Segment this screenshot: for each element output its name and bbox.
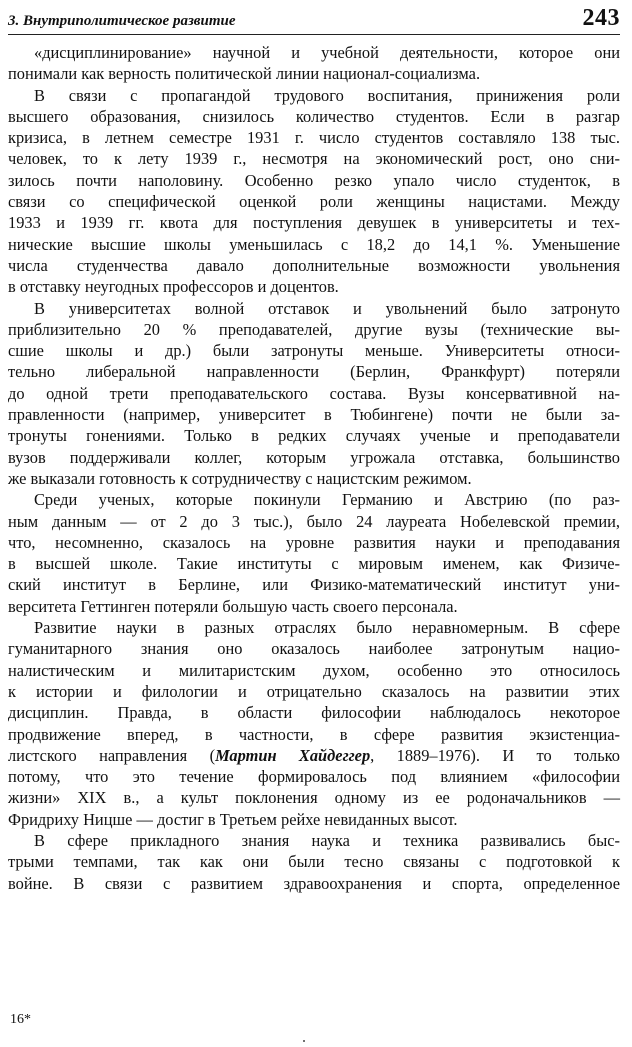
text-line: Развитие науки в разных отраслях было неравномерным. В сфере: [34, 618, 620, 638]
text-line: дисциплин. Правда, в области философии наблюдалось некоторое: [8, 703, 620, 723]
text-line: нические высшие школы уменьшилась с 18,2 до 14,1 %. Уменьшение: [8, 234, 620, 254]
paragraph: [8, 617, 620, 830]
author-name: Мартин Хайдеггер: [215, 745, 371, 765]
text-line: числа студенчества давало дополнительные возможности увольнения: [8, 255, 620, 275]
text-line: войне. В связи с развитием здравоохранения и спорта, определенное: [8, 873, 620, 893]
text-line: же выказали готовность к сотрудничеству с нацистским режимом.: [8, 468, 472, 488]
text-line: В связи с пропагандой трудового воспитания, принижения роли: [34, 85, 620, 105]
body-text: [8, 42, 620, 894]
text-line: трыми темпами, так как они были тесно связаны с подготовкой к: [8, 852, 620, 872]
text-line: В университетах волной отставок и увольнений было затронуто: [34, 298, 620, 318]
printer-signature: 16*: [10, 1012, 31, 1027]
text-line: верситета Геттинген потеряли большую часть своего персонала.: [8, 596, 458, 616]
text-line: В сфере прикладного знания наука и техника развивались быс-: [34, 830, 620, 850]
paragraph: [8, 85, 620, 298]
text-line: ский институт в Берлине, или Физико-математический институт уни-: [8, 575, 620, 595]
text-line: кризиса, в летнем семестре 1931 г. число студентов составляло 138 тыс.: [8, 128, 620, 148]
page-number: 243: [582, 5, 620, 31]
text-line: Среди ученых, которые покинули Германию и Австрию (по раз-: [34, 490, 620, 510]
text-line: потому, что это течение формировалось под влиянием «философии: [8, 767, 620, 787]
text-line: к истории и филологии и отрицательно сказалось на развитии этих: [8, 681, 620, 701]
running-head: 3. Внутриполитическое развитие: [8, 13, 236, 29]
page-header: [8, 4, 620, 35]
text-line: жизни» XIX в., а культ поклонения одному из ее родоначальников —: [8, 788, 620, 808]
text-line: вузов поддерживали коллег, которым угрожала отставка, большинство: [8, 447, 620, 467]
paragraph: [8, 830, 620, 894]
text-line: сшие школы и др.) были затронуты меньше. Университеты относи-: [8, 341, 620, 361]
text-line: в высшей школе. Такие институты с мировым именем, как Физиче-: [8, 554, 620, 574]
text-line: зилось почти наполовину. Особенно резко упало число студенток, в: [8, 170, 620, 190]
text-line: ным данным — от 2 до 3 тыс.), было 24 лауреата Нобелевской премии,: [8, 511, 620, 531]
text-line: Фридриху Ницше — достиг в Третьем рейхе невиданных высот.: [8, 809, 458, 829]
paragraph: [8, 42, 620, 85]
text-line: продвижение вперед, в частности, в сфере развития экзистенциа-: [8, 724, 620, 744]
text-line: в отставку неугодных профессоров и доцентов.: [8, 277, 339, 297]
text-line: правленности (например, университет в Тюбингене) почти не были за-: [8, 405, 620, 425]
text-line: листского направления (Мартин Хайдеггер, 1889–1976). И то только: [8, 745, 620, 765]
text-line: связи со специфической оценкой роли женщины нацистами. Между: [8, 192, 620, 212]
text-line: 1933 и 1939 гг. квота для поступления девушек в университеты и тех-: [8, 213, 620, 233]
text-line: «дисциплинирование» научной и учебной деятельности, которое они: [34, 43, 620, 62]
text-line: тельно либеральной направленности (Берлин, Франкфурт) потеряли: [8, 362, 620, 382]
text-line: что, несомненно, сказалось на уровне развития науки и преподавания: [8, 532, 620, 552]
text-line: тронуты гонениями. Только в редких случаях ученые и преподаватели: [8, 426, 620, 446]
text-line: высшего образования, снизилось количество студентов. Если в разгар: [8, 106, 620, 126]
paragraph: [8, 489, 620, 617]
text-line: понимали как верность политической линии национал-социализма.: [8, 64, 481, 84]
page-dot: [303, 1040, 305, 1042]
paragraph: [8, 298, 620, 490]
text-line: налистическим и милитаристским духом, особенно это относилось: [8, 660, 620, 680]
text-line: до одной трети преподавательского состава. Вузы консервативной на-: [8, 383, 620, 403]
text-line: приблизительно 20 % преподавателей, другие вузы (технические вы-: [8, 319, 620, 339]
text-line: человек, то к лету 1939 г., несмотря на экономический рост, оно сни-: [8, 149, 620, 169]
text-line: гуманитарного знания оно оказалось наиболее затронутым нацио-: [8, 639, 620, 659]
